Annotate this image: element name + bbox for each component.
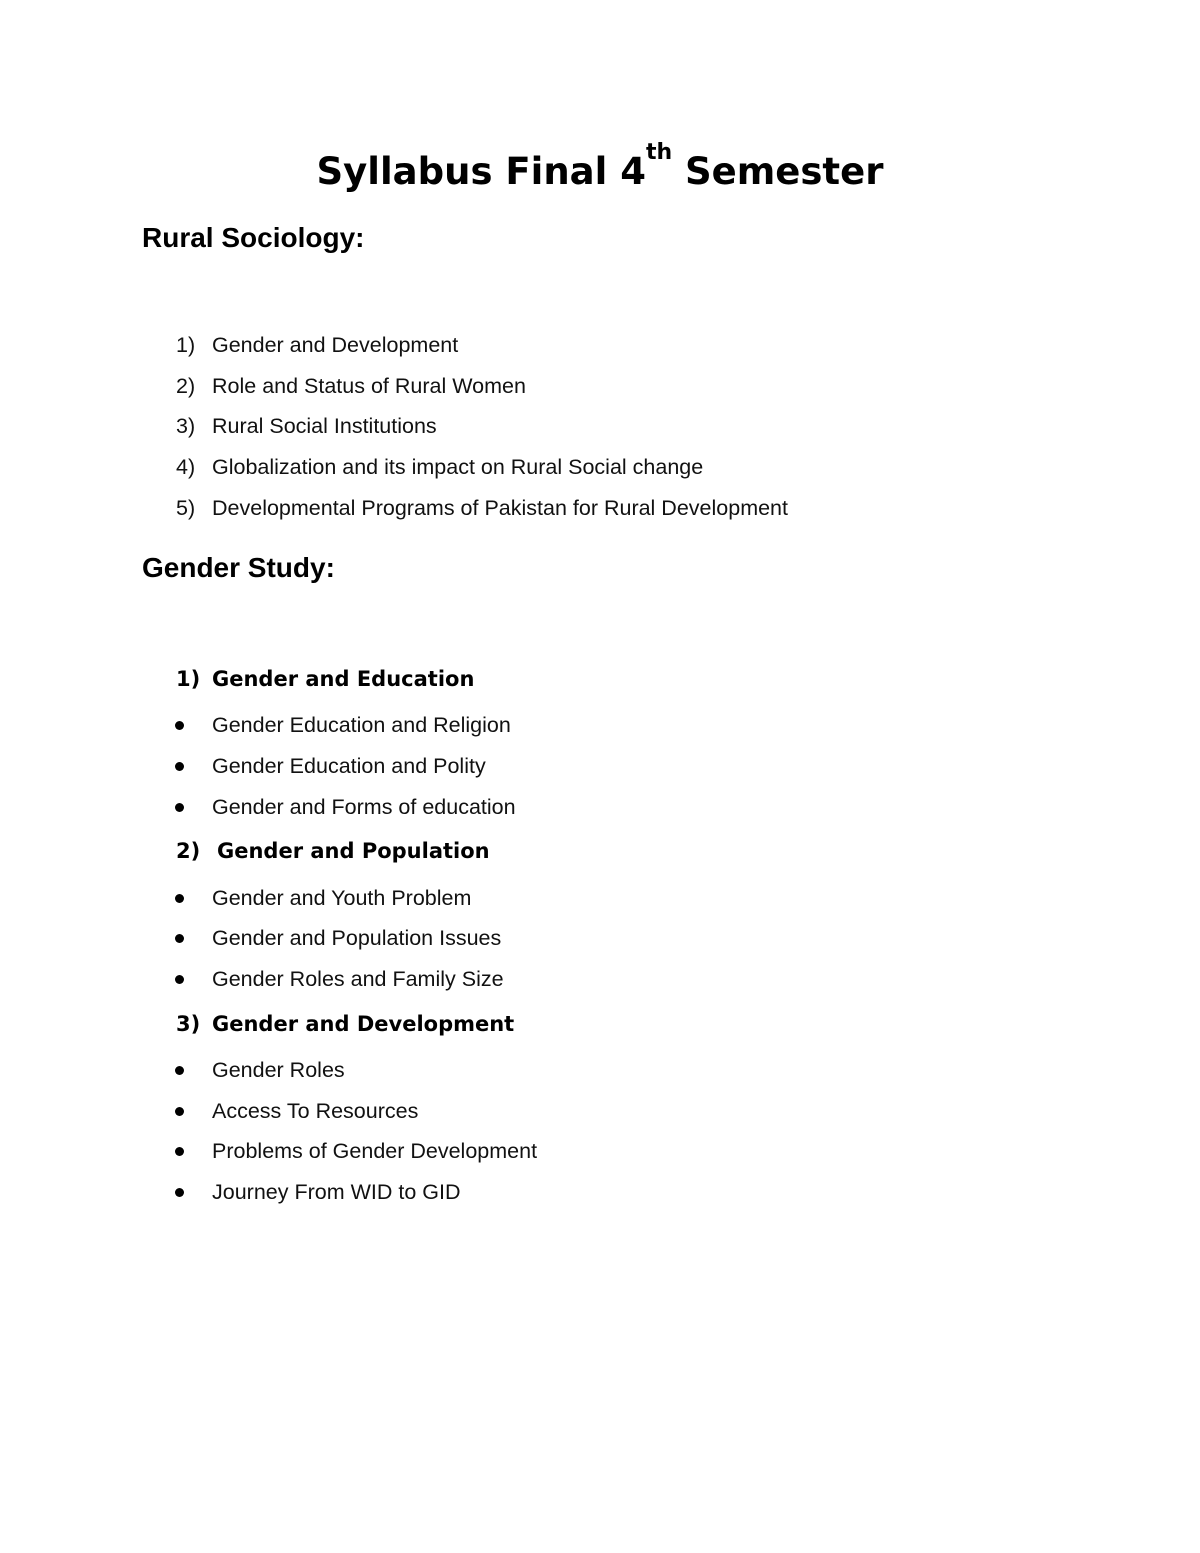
- topic-title: Gender and Population: [217, 839, 490, 863]
- bullet-icon: [175, 934, 184, 943]
- topic-number: 3): [176, 1012, 201, 1036]
- topic-title: Gender and Education: [212, 667, 475, 691]
- topic-number: 1): [176, 667, 201, 691]
- bullet-item-text: Gender and Forms of education: [212, 795, 516, 819]
- list-number: 2): [176, 374, 196, 398]
- title-main: Syllabus Final 4: [316, 150, 646, 193]
- list-number: 1): [176, 333, 196, 357]
- list-number: 4): [176, 455, 196, 479]
- bullet-item-text: Gender and Population Issues: [212, 926, 502, 950]
- bullet-icon: [175, 1066, 184, 1075]
- bullet-icon: [175, 1188, 184, 1197]
- document-title: [0, 140, 1200, 196]
- title-end: Semester: [685, 150, 884, 193]
- list-item-text: Rural Social Institutions: [212, 414, 437, 438]
- bullet-icon: [175, 894, 184, 903]
- bullet-item-text: Gender Roles: [212, 1058, 345, 1082]
- list-item-text: Developmental Programs of Pakistan for Rural Development: [212, 496, 788, 520]
- bullet-icon: [175, 803, 184, 812]
- bullet-icon: [175, 1107, 184, 1116]
- section-heading-gender-study: Gender Study:: [142, 552, 335, 583]
- bullet-item-text: Gender Roles and Family Size: [212, 967, 504, 991]
- bullet-item-text: Access To Resources: [212, 1099, 419, 1123]
- topic-number: 2): [176, 839, 201, 863]
- list-item-text: Globalization and its impact on Rural Social change: [212, 455, 704, 479]
- list-number: 5): [176, 496, 196, 520]
- topic-title: Gender and Development: [212, 1012, 515, 1036]
- bullet-item-text: Journey From WID to GID: [212, 1180, 461, 1204]
- bullet-icon: [175, 762, 184, 771]
- bullet-item-text: Gender Education and Polity: [212, 754, 486, 778]
- title-superscript: th: [645, 140, 673, 165]
- bullet-item-text: Problems of Gender Development: [212, 1139, 538, 1163]
- bullet-item-text: Gender Education and Religion: [212, 713, 511, 737]
- bullet-icon: [175, 975, 184, 984]
- bullet-icon: [175, 1147, 184, 1156]
- bullet-icon: [175, 721, 184, 730]
- bullet-item-text: Gender and Youth Problem: [212, 886, 472, 910]
- list-number: 3): [176, 414, 196, 438]
- list-item-text: Gender and Development: [212, 333, 459, 357]
- list-item-text: Role and Status of Rural Women: [212, 374, 526, 398]
- section-heading-rural-sociology: Rural Sociology:: [142, 222, 365, 253]
